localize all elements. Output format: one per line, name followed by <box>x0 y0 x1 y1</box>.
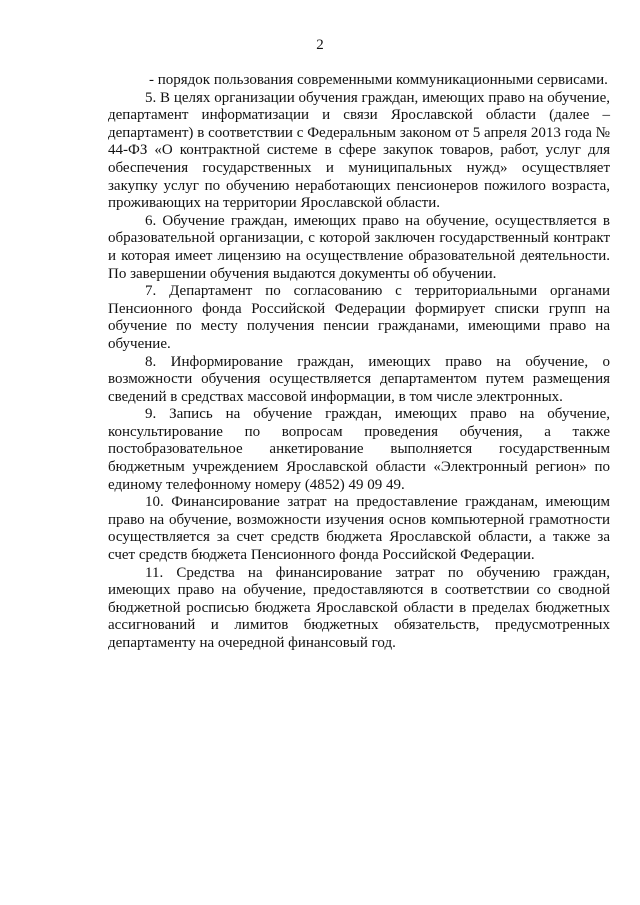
paragraph-6-education-organization: 6. Обучение граждан, имеющих право на обучение, осуществляется в образовательной организации, с которой заключен государственный контракт и которая имеет лицензию на осуществление образовательной деятельности. По завершении обучения выдаются документы об обучении. <box>108 212 610 282</box>
paragraph-9-registration: 9. Запись на обучение граждан, имеющих право на обучение, консультирование по вопросам проведения обучения, а также постобразовательное анкетирование выполняется государственным бюджетным учреждением Ярославской области «Электронный регион» по единому телефонному номеру (4852) 49 09 49. <box>108 406 610 493</box>
paragraph-11-funds: 11. Средства на финансирование затрат по обучению граждан, имеющих право на обучение, предоставляются в соответствии со сводной бюджетной росписью бюджета Ярославской области в пределах бюджетных ассигнований и лимитов бюджетных обязательств, предусмотренных департаменту на очередной финансовый год. <box>108 564 610 651</box>
paragraph-10-financing: 10. Финансирование затрат на предоставление гражданам, имеющим право на обучение, возможности изучения основ компьютерной грамотности осуществляется за счет средств бюджета Ярославской области, а также за счет средств бюджета Пенсионного фонда Российской Федерации. <box>108 494 610 564</box>
paragraph-8-informing: 8. Информирование граждан, имеющих право на обучение, о возможности обучения осуществляется департаментом путем размещения сведений в средствах массовой информации, в том числе электронных. <box>108 353 610 405</box>
paragraph-7-group-lists: 7. Департамент по согласованию с территориальными органами Пенсионного фонда Российской Федерации формирует списки групп на обучение по месту получения пенсии гражданами, имеющими право на обучение. <box>108 283 610 352</box>
document-body <box>108 72 610 653</box>
page-number: 2 <box>316 37 324 53</box>
paragraph-list-item-communication-services: - порядок пользования современными коммуникационными сервисами. <box>149 72 608 88</box>
paragraph-5-procurement: 5. В целях организации обучения граждан, имеющих право на обучение, департамент информатизации и связи Ярославской области (далее – департамент) в соответствии с Федеральным законом от 5 апреля 2013 года № 44-ФЗ «О контрактной системе в сфере закупок товаров, работ, услуг для обеспечения государственных и муниципальных нужд» осуществляет закупку услуг по обучению неработающих пенсионеров пожилого возраста, проживающих на территории Ярославской области. <box>108 89 610 212</box>
